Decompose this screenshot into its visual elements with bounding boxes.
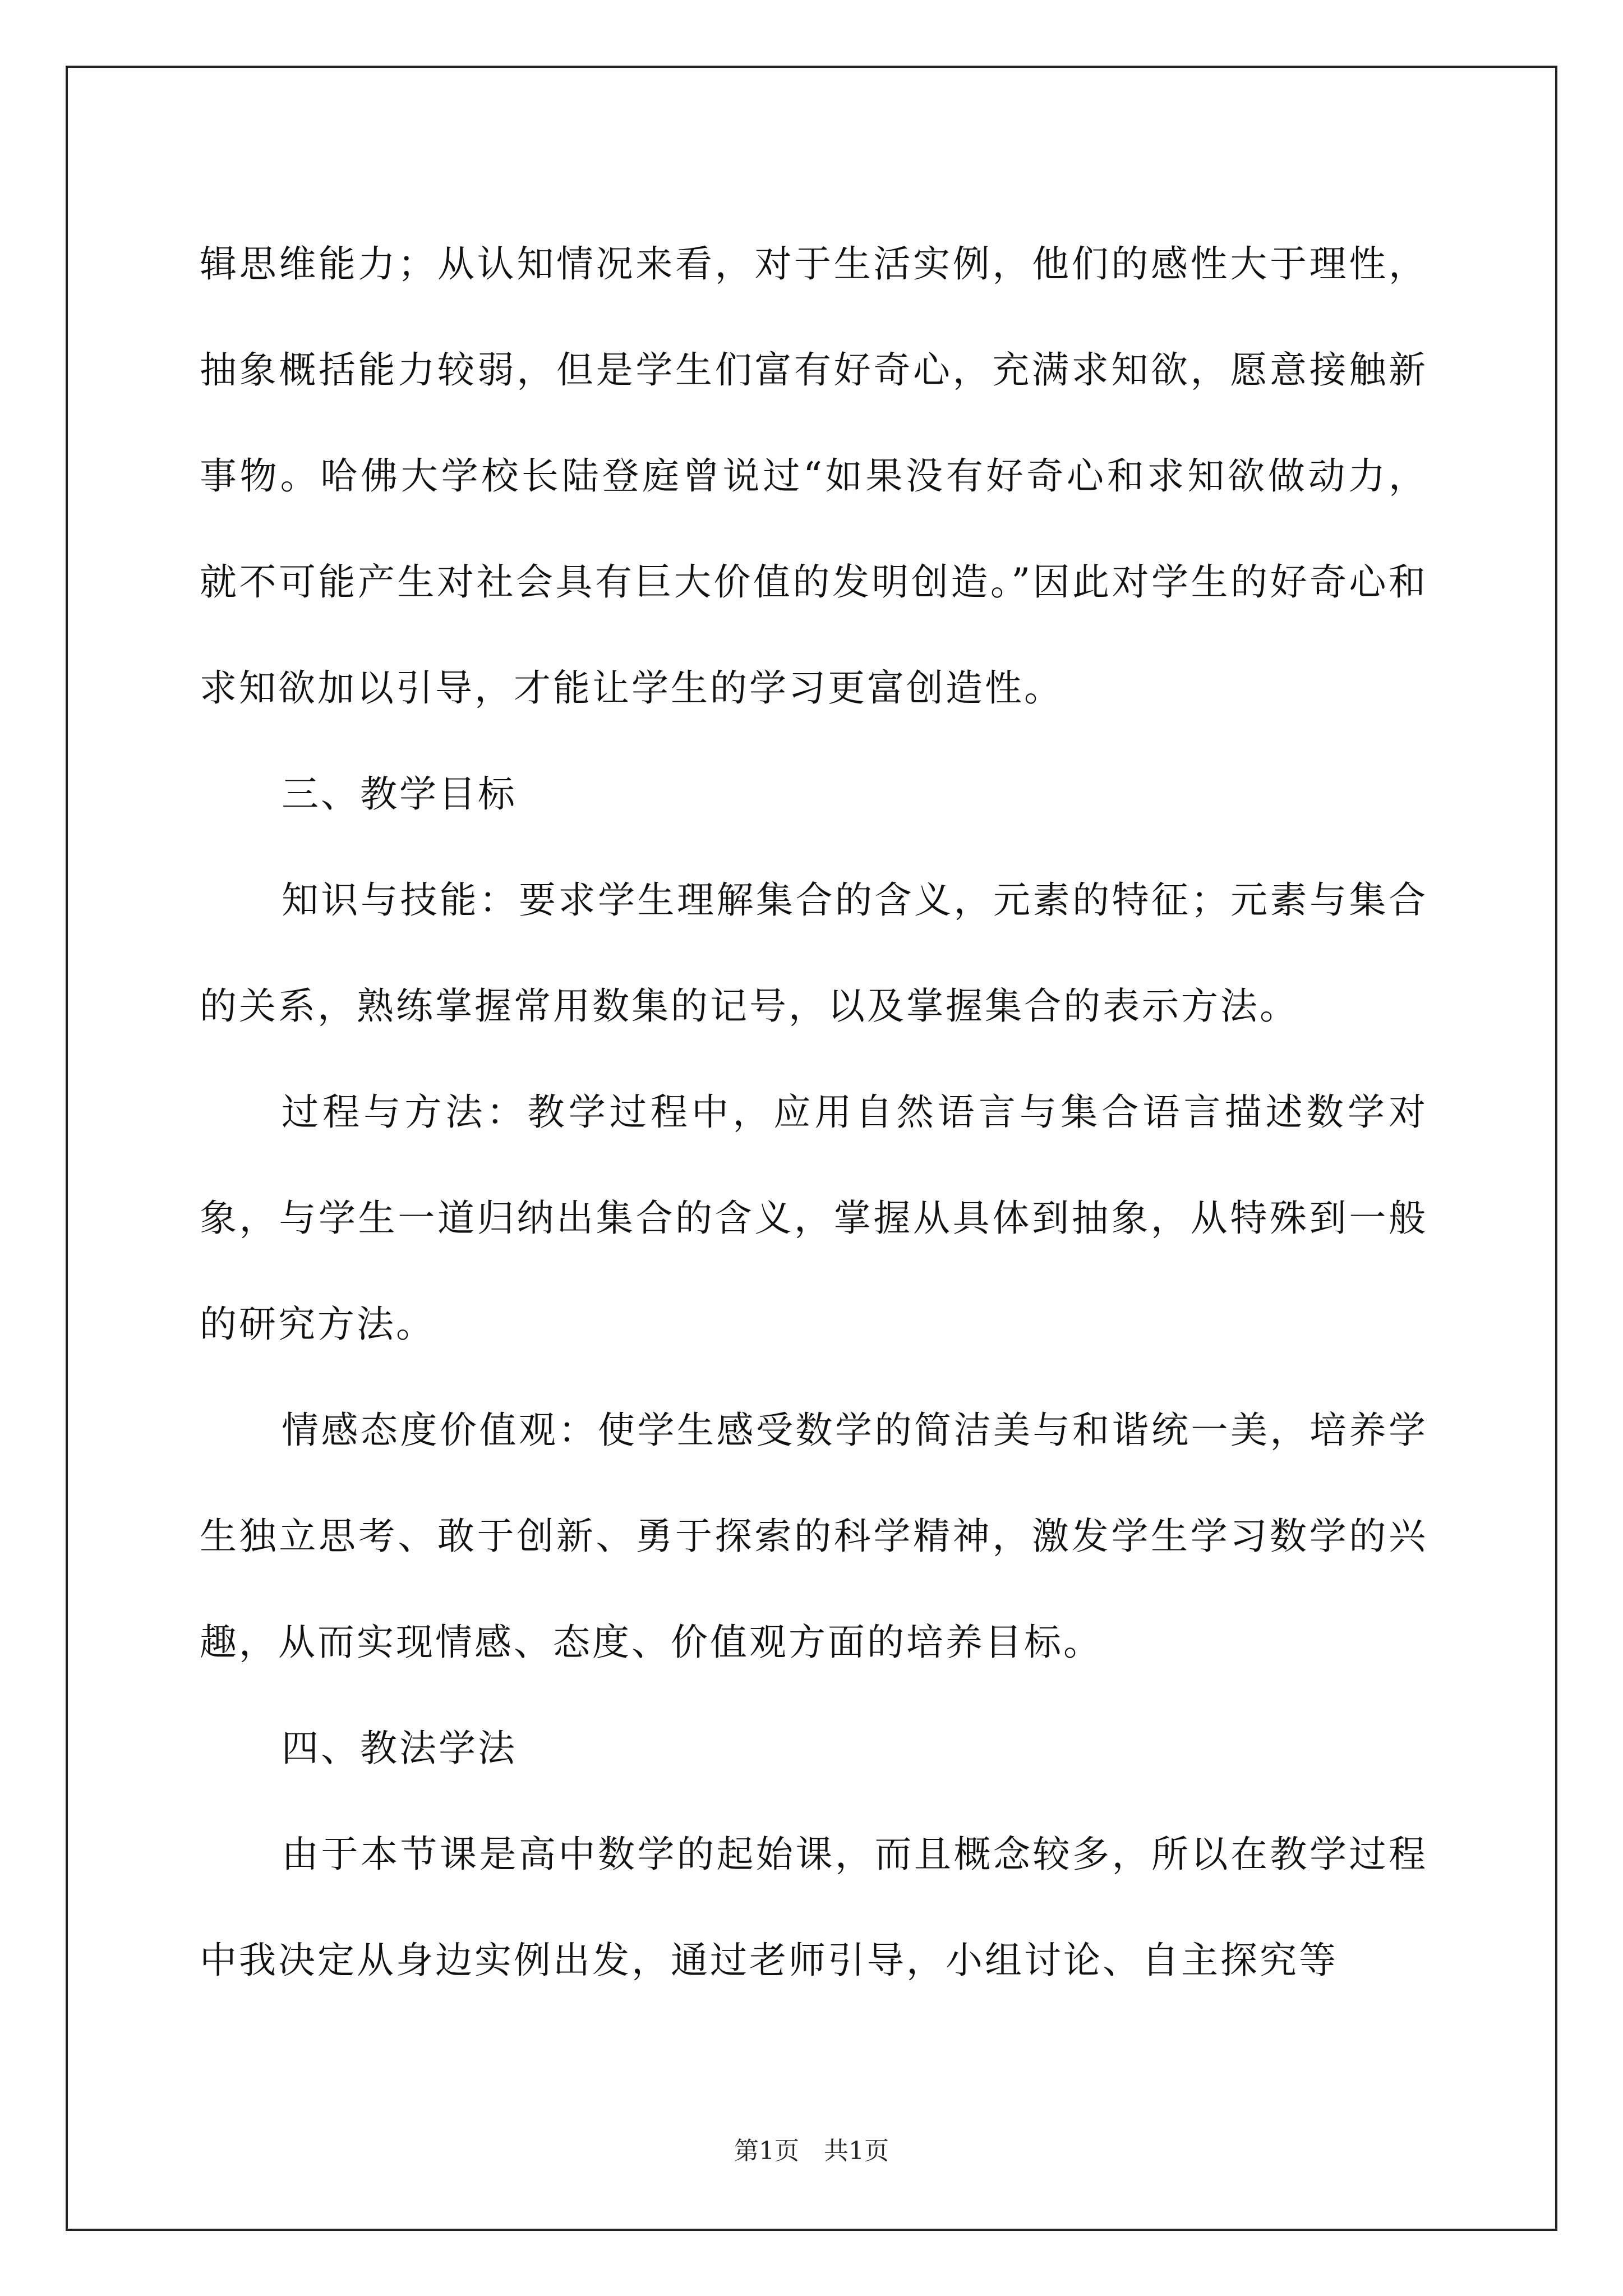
document-body xyxy=(200,211,1428,2013)
section-heading-teaching-goals: 三、教学目标 xyxy=(282,772,517,816)
paragraph-teaching-methods: 由于本节课是高中数学的起始课，而且概念较多，所以在教学过程中我决定从身边实例出发，通过老师引导，小组讨论、自主探究等 xyxy=(200,1833,1428,1982)
paragraph-emotion-values: 情感态度价值观：使学生感受数学的简洁美与和谐统一美，培养学生独立思考、敢于创新、勇于探索的科学精神，激发学生学习数学的兴趣，从而实现情感、态度、价值观方面的培养目标。 xyxy=(200,1409,1428,1664)
page-number-footer: 第1页 共1页 xyxy=(734,2137,889,2165)
paragraph-continuation: 辑思维能力；从认知情况来看，对于生活实例，他们的感性大于理性，抽象概括能力较弱，但是学生们富有好奇心，充满求知欲，愿意接触新事物。哈佛大学校长陆登庭曾说过“如果没有好奇心和求知欲做动力，就不可能产生对社会具有巨大价值的发明创造。”因此对学生的好奇心和求知欲加以引导，才能让学生的学习更富创造性。 xyxy=(200,242,1428,710)
paragraph-process-methods: 过程与方法：教学过程中，应用自然语言与集合语言描述数学对象，与学生一道归纳出集合的含义，掌握从具体到抽象，从特殊到一般的研究方法。 xyxy=(200,1091,1428,1346)
section-heading-teaching-methods: 四、教法学法 xyxy=(282,1727,517,1770)
paragraph-knowledge-skills: 知识与技能：要求学生理解集合的含义，元素的特征；元素与集合的关系，熟练掌握常用数集的记号，以及掌握集合的表示方法。 xyxy=(200,878,1428,1028)
